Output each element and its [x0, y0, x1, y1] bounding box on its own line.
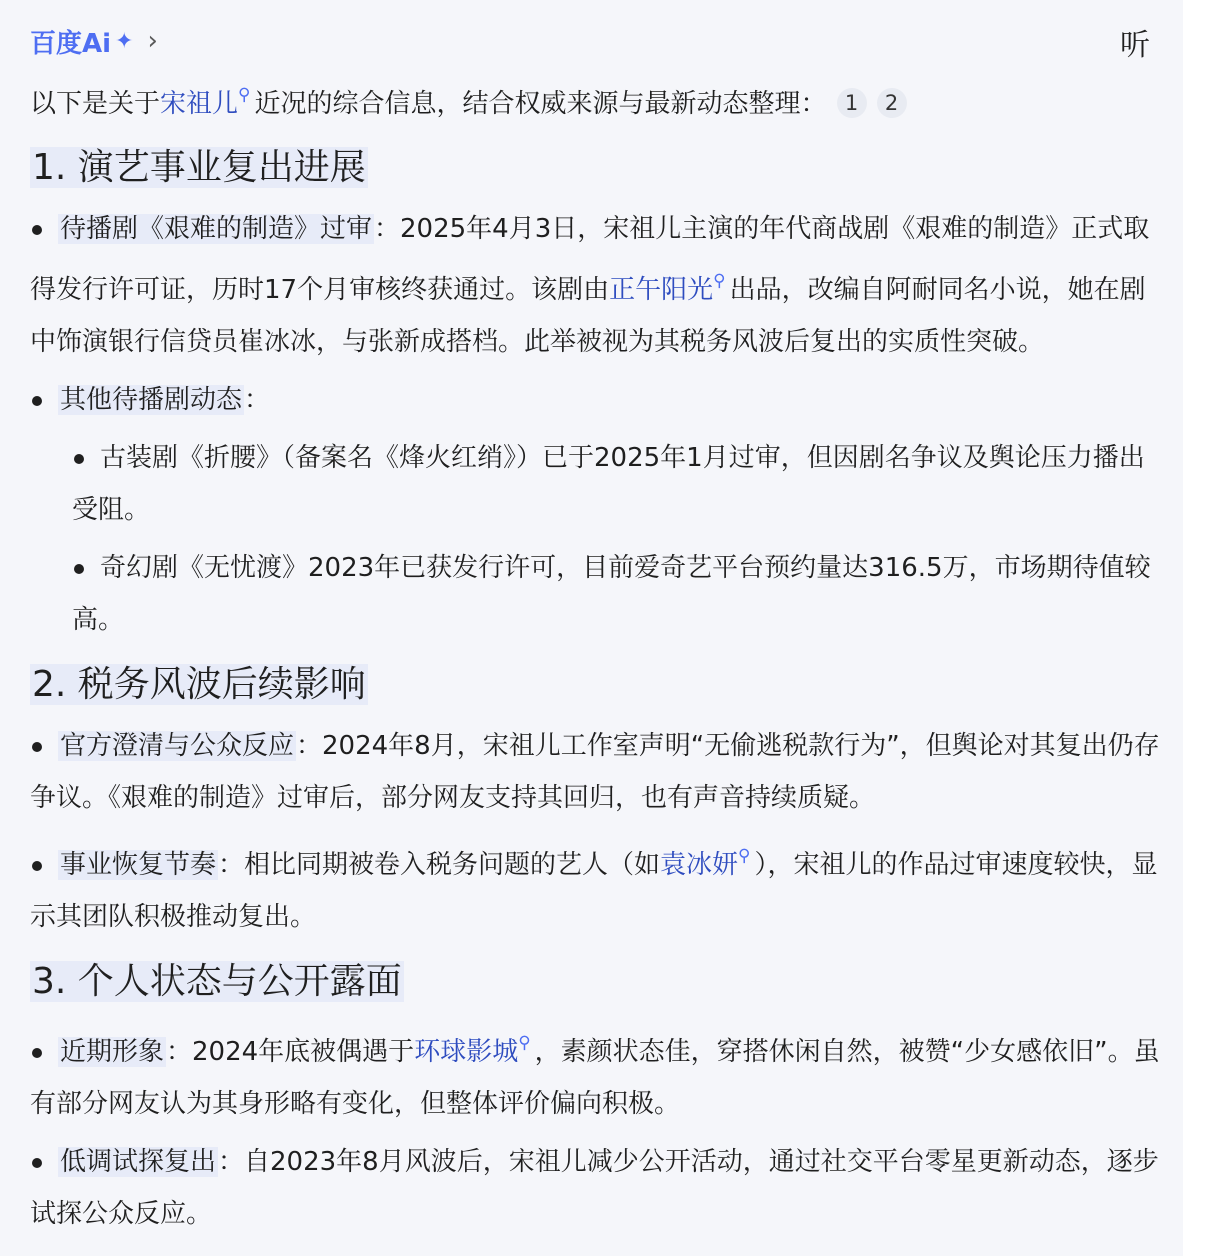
search-icon[interactable]: ⚲	[518, 1033, 531, 1053]
bullet-text: ：2024年底被偶遇于	[166, 1037, 415, 1067]
bullet-dot-icon	[74, 564, 84, 574]
sub-bullet-text: 奇幻剧《无忧渡》2023年已获发行许可，目前爱奇艺平台预约量达316.5万，市场期待值较高。	[72, 553, 1151, 635]
section-heading-text: 1. 演艺事业复出进展	[32, 147, 366, 188]
bullet-text: ：自2023年8月风波后，宋祖儿减少公开活动，通过社交平台零星更新动态，逐步试探公众反应。	[30, 1147, 1159, 1229]
bullet-item	[30, 203, 1160, 368]
brand-logo: 百度Ai	[30, 28, 112, 59]
bullet-item	[30, 720, 1160, 824]
bullet-text: ：2024年8月，宋祖儿工作室声明“无偷逃税款行为”，但舆论对其复出仍存争议。《艰难的制造》过审后，部分网友支持其回归，也有声音持续质疑。	[30, 731, 1160, 813]
entity-link[interactable]: 袁冰妍	[660, 850, 739, 880]
sections	[30, 139, 1160, 1240]
bullet-text: ，素颜状态佳，穿搭休闲自然，被赞“少女感依旧”。虽有部分网友认为其身形略有变化，但整体评价偏向积极。	[30, 1037, 1160, 1119]
sub-bullet-text: 古装剧《折腰》（备案名《烽火红绡》）已于2025年1月过审，但因剧名争议及舆论压力播出受阻。	[72, 443, 1145, 525]
search-icon[interactable]: ⚲	[713, 271, 726, 291]
bullet-label: 低调试探复出	[60, 1147, 217, 1177]
bullet-text: ：相比同期被卷入税务问题的艺人（如	[218, 850, 661, 880]
search-icon[interactable]: ⚲	[238, 85, 251, 105]
bullet-dot-icon	[74, 454, 84, 464]
bullet-dot-icon	[32, 861, 42, 871]
bullet-text: 出品，改编自阿耐同名小说，她在剧中饰演银行信贷员崔冰冰，与张新成搭档。此举被视为其税务风波后复出的实质性突破。	[30, 275, 1146, 357]
bullet-text: ：2025年4月3日，宋祖儿主演的年代商战剧《艰难的制造》正式取得发行许可证，历时17个月审核终获通过。该剧由	[30, 214, 1150, 305]
bullet-dot-icon	[32, 1158, 42, 1168]
search-icon[interactable]: ⚲	[738, 846, 751, 866]
section-heading	[30, 953, 1160, 1011]
section-heading	[30, 656, 1160, 714]
listen-button[interactable]: 听	[1120, 28, 1150, 63]
intro-text-after: 近况的综合信息，结合权威来源与最新动态整理：	[254, 89, 827, 119]
intro-text-before: 以下是关于	[30, 89, 161, 119]
sub-bullet-item	[72, 432, 1160, 536]
reference-badge[interactable]: 1	[837, 88, 867, 118]
reference-badge[interactable]: 2	[877, 88, 907, 118]
bullet-dot-icon	[32, 225, 42, 235]
sub-bullet-list	[30, 432, 1160, 646]
entity-link[interactable]: 正午阳光	[609, 275, 714, 305]
entity-link[interactable]: 环球影城	[414, 1037, 519, 1067]
bullet-item	[30, 830, 1160, 943]
bullet-dot-icon	[32, 396, 42, 406]
bullet-label: 近期形象	[60, 1037, 165, 1067]
intro-paragraph	[30, 70, 1160, 129]
bullet-label: 待播剧《艰难的制造》过审	[60, 214, 373, 244]
intro-link[interactable]: 宋祖儿	[160, 89, 239, 119]
section-heading	[30, 139, 1160, 197]
answer-content	[30, 70, 1160, 1246]
sub-bullet-item	[72, 542, 1160, 646]
bullet-item	[30, 374, 1160, 426]
bullet-text: ），宋祖儿的作品过审速度较快，显示其团队积极推动复出。	[30, 850, 1158, 932]
bullet-item	[30, 1017, 1160, 1130]
bullet-label: 官方澄清与公众反应	[60, 731, 295, 761]
brand-header[interactable]	[30, 22, 158, 60]
right-margin	[1183, 0, 1230, 1256]
bullet-dot-icon	[32, 742, 42, 752]
bullet-text: ：	[244, 385, 271, 415]
chevron-right-icon[interactable]: ›	[147, 26, 158, 56]
bullet-dot-icon	[32, 1048, 42, 1058]
bullet-item	[30, 1136, 1160, 1240]
sparkle-icon: ✦	[115, 28, 134, 54]
section-heading-text: 2. 税务风波后续影响	[32, 664, 366, 705]
bullet-label: 事业恢复节奏	[60, 850, 217, 880]
bullet-label: 其他待播剧动态	[60, 385, 243, 415]
section-heading-text: 3. 个人状态与公开露面	[32, 961, 402, 1002]
